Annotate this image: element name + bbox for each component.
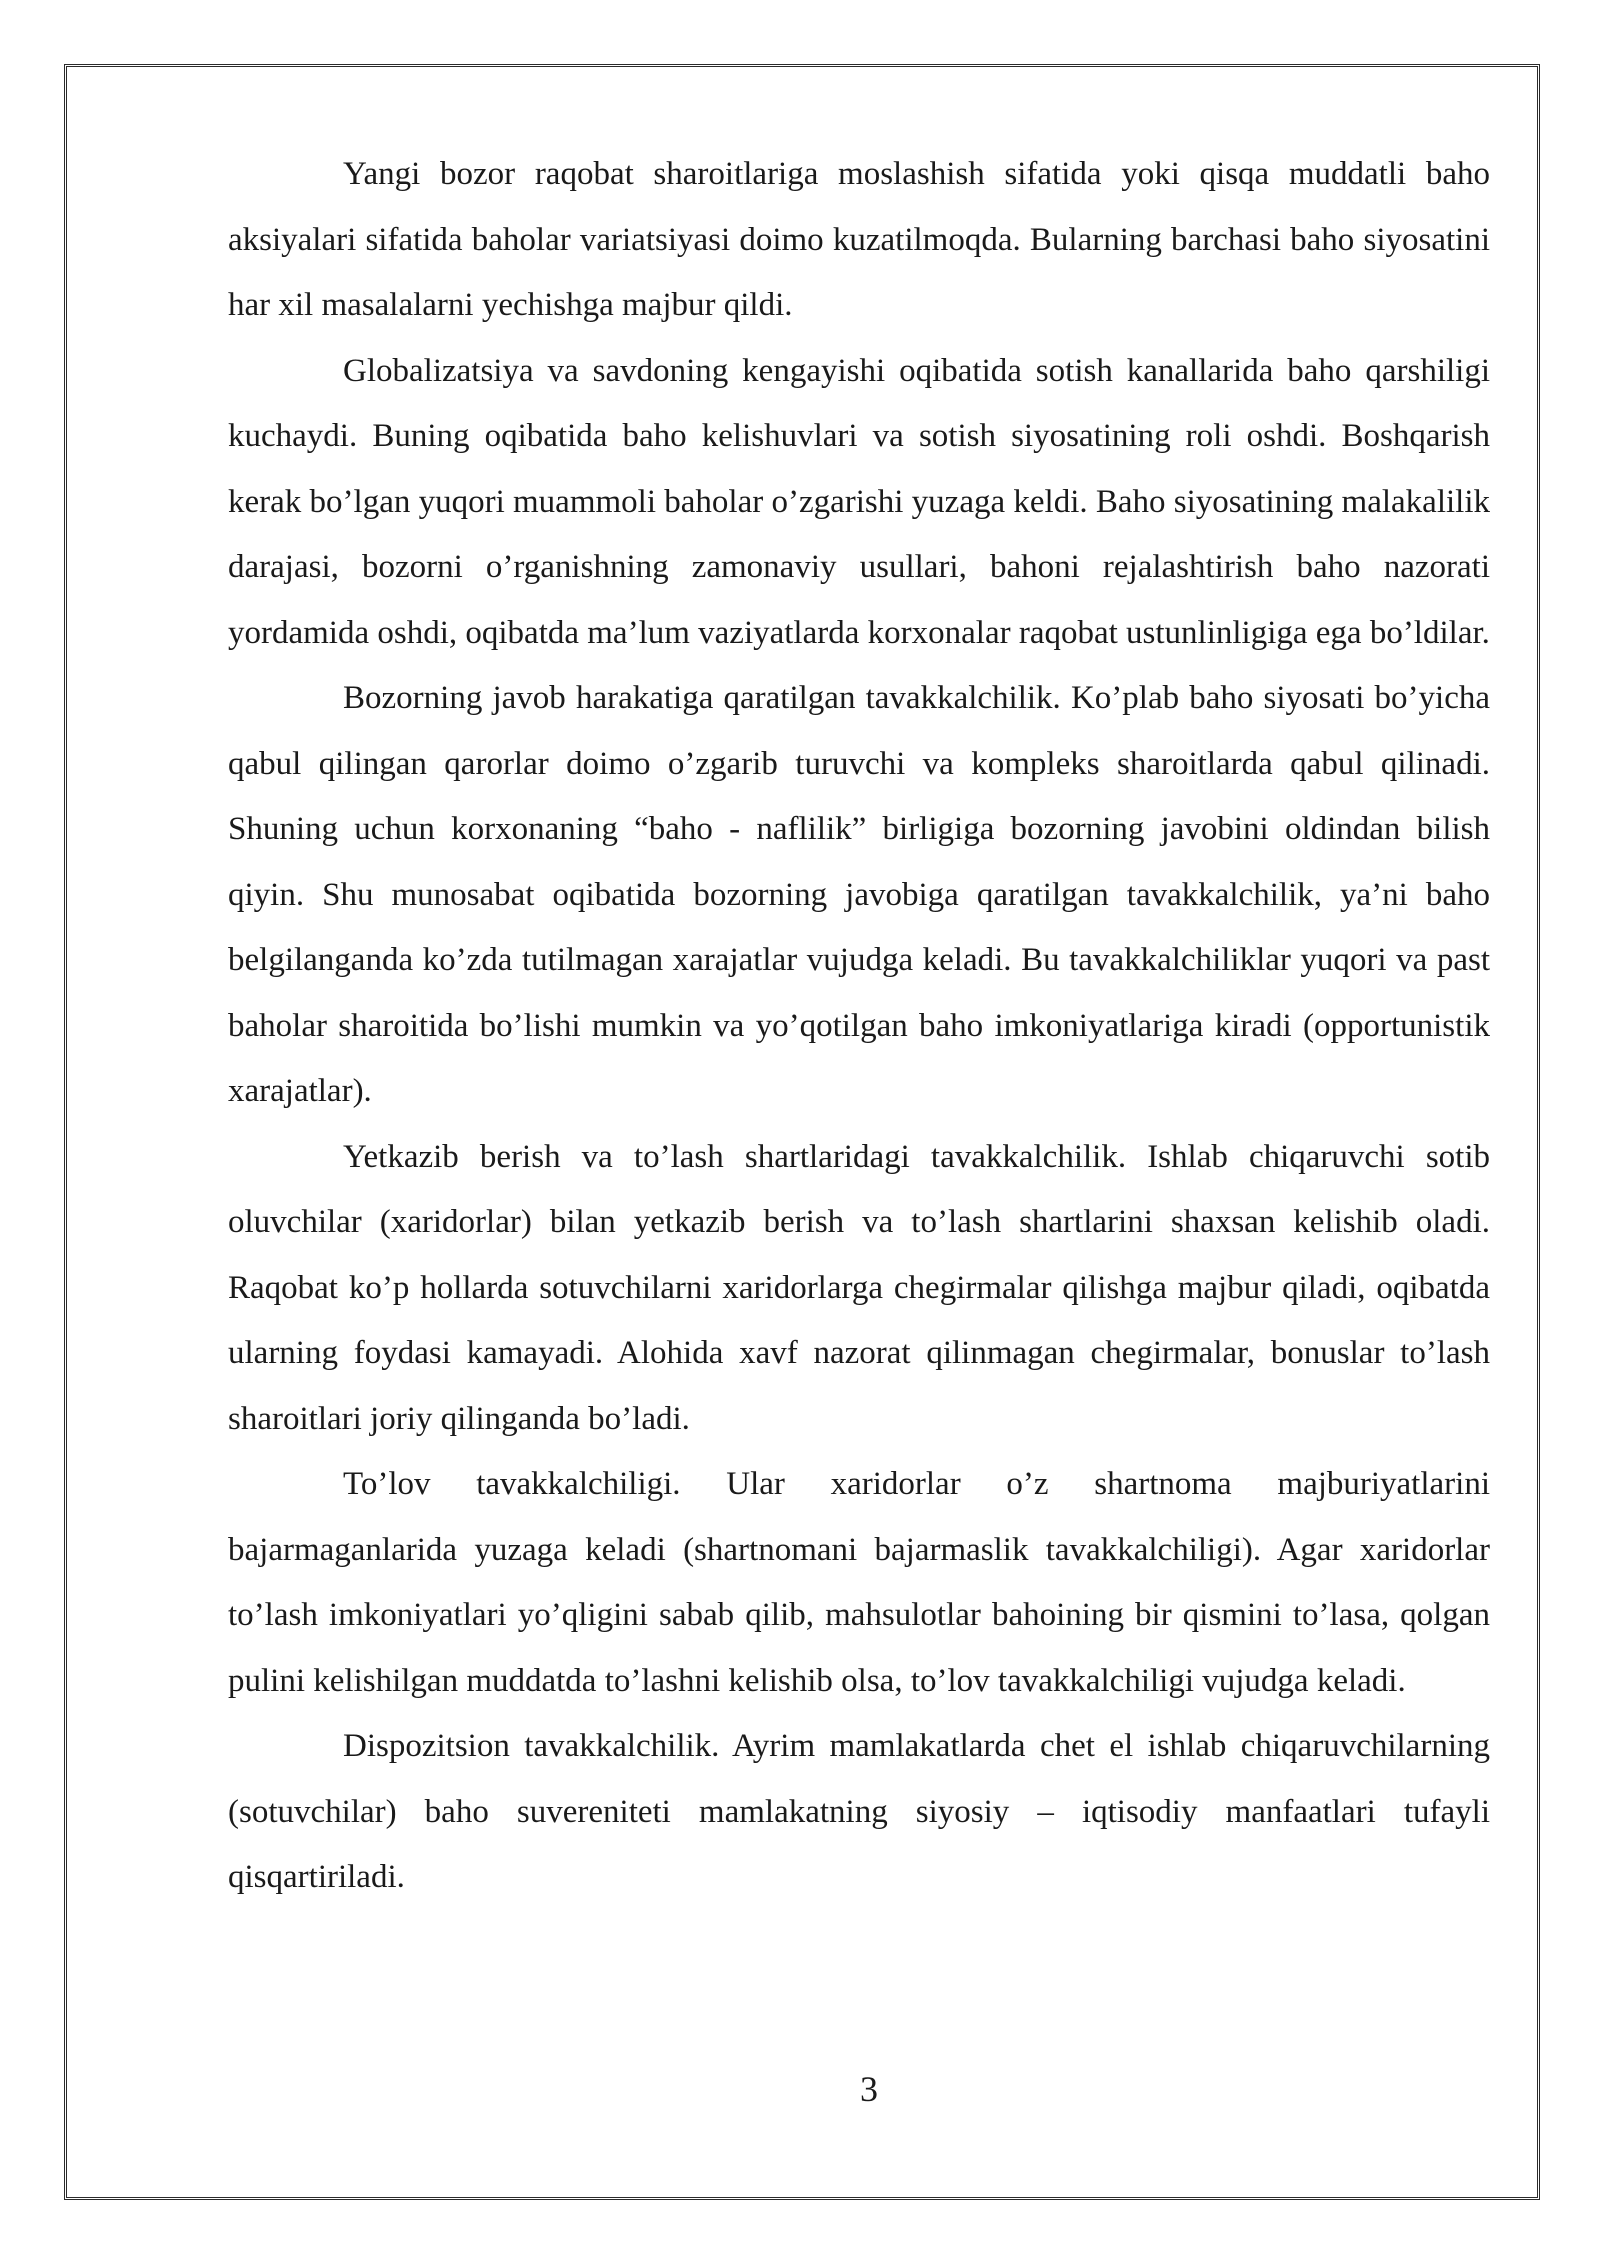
paragraph-1: Yangi bozor raqobat sharoitlariga moslashish sifatida yoki qisqa muddatli baho aksiyalari sifatida baholar variatsiyasi doimo kuzatilmoqda. Bularning barchasi baho siyosatini har xil masalalarni yechishga majbur qildi. (228, 156, 1490, 323)
paragraph-6: Dispozitsion tavakkalchilik. Ayrim mamlakatlarda chet el ishlab chiqaruvchilarning (sotuvchilar) baho suvereniteti mamlakatning siyosiy – iqtisodiy manfaatlari tufayli qisqartiriladi. (228, 1728, 1490, 1895)
page-number: 3 (860, 2069, 878, 2109)
paragraph-3: Bozorning javob harakatiga qaratilgan tavakkalchilik. Ko’plab baho siyosati bo’yicha qabul qilingan qarorlar doimo o’zgarib turuvchi va kompleks sharoitlarda qabul qilinadi. Shuning uchun korxonaning “baho - naflilik” birligiga bozorning javobini oldindan bilish qiyin. Shu munosabat oqibatida bozorning javobiga qaratilgan tavakkalchilik, ya’ni baho belgilanganda ko’zda tutilmagan xarajatlar vujudga keladi. Bu tavakkalchiliklar yuqori va past baholar sharoitida bo’lishi mumkin va yo’qotilgan baho imkoniyatlariga kiradi (opportunistik xarajatlar). (228, 680, 1490, 1109)
document-body (228, 142, 1490, 1911)
paragraph-4: Yetkazib berish va to’lash shartlaridagi tavakkalchilik. Ishlab chiqaruvchi sotib oluvchilar (xaridorlar) bilan yetkazib berish va to’lash shartlarini shaxsan kelishib oladi. Raqobat ko’p hollarda sotuvchilarni xaridorlarga chegirmalar qilishga majbur qiladi, oqibatda ularning foydasi kamayadi. Alohida xavf nazorat qilinmagan chegirmalar, bonuslar to’lash sharoitlari joriy qilinganda bo’ladi. (228, 1138, 1490, 1437)
paragraph-2: Globalizatsiya va savdoning kengayishi oqibatida sotish kanallarida baho qarshiligi kuchaydi. Buning oqibatida baho kelishuvlari va sotish siyosatining roli oshdi. Boshqarish kerak bo’lgan yuqori muammoli baholar o’zgarishi yuzaga keldi. Baho siyosatining malakalilik darajasi, bozorni o’rganishning zamonaviy usullari, bahoni rejalashtirish baho nazorati yordamida oshdi, oqibatda ma’lum vaziyatlarda korxonalar raqobat ustunlinligiga ega bo’ldilar. (228, 352, 1490, 651)
paragraph-5: To’lov tavakkalchiligi. Ular xaridorlar o’z shartnoma majburiyatlarini bajarmaganlarida yuzaga keladi (shartnomani bajarmaslik tavakkalchiligi). Agar xaridorlar to’lash imkoniyatlari yo’qligini sabab qilib, mahsulotlar bahoining bir qismini to’lasa, qolgan pulini kelishilgan muddatda to’lashni kelishib olsa, to’lov tavakkalchiligi vujudga keladi. (228, 1466, 1490, 1699)
